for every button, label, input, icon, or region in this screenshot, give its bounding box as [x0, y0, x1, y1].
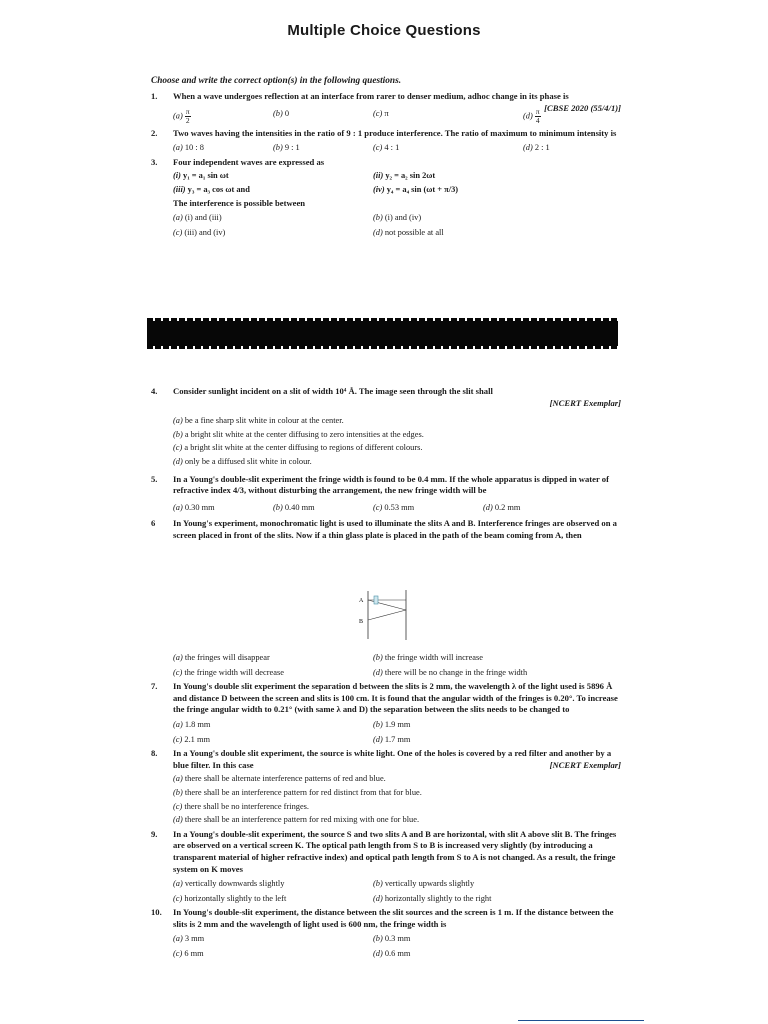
option-a[interactable]: (a) there shall be alternate interference patterns of red and blue.	[173, 774, 386, 784]
option-b[interactable]: (b) (i) and (iv)	[373, 213, 422, 223]
question-text: In Young's experiment, monochromatic light is used to illuminate the slits A and B. Interference fringes are observed on a screen placed in front of the slits. Now if a thin glass plate is placed in the path of the beam coming from A, then	[173, 518, 617, 540]
option-b[interactable]: (b) 9 : 1	[273, 143, 300, 153]
question-number: 3.	[151, 156, 158, 167]
question-text: In a Young's double-slit experiment the fringe width is found to be 0.4 mm. If the whole apparatus is dipped in water of refractive index 4/3, without disturbing the arrangement, the new fringe width will be	[173, 473, 609, 496]
question-2	[151, 128, 621, 154]
option-c[interactable]: (c) 6 mm	[173, 949, 204, 959]
fraction: $\frac{\pi}{2}$	[185, 106, 190, 125]
option-c[interactable]: (c) π	[373, 108, 389, 118]
option-a[interactable]: (a) 1.8 mm	[173, 719, 211, 729]
fraction: $\frac{\pi}{4}$	[535, 106, 540, 125]
option-c[interactable]: (c) a bright slit white at the center diffusing to regions of different colours.	[173, 443, 423, 453]
option-d[interactable]: (d) horizontally slightly to the right	[373, 893, 492, 903]
options	[173, 142, 621, 154]
question-number: 2.	[151, 127, 158, 138]
equation-iv: (iv) y₄ = a₄ sin (ωt + π/3)	[373, 184, 459, 194]
question-4	[151, 386, 621, 468]
equation-ii: (ii) y₂ = a₂ sin 2ωt	[373, 171, 436, 181]
options	[173, 773, 621, 825]
question-block-middle	[151, 386, 621, 545]
question-10	[151, 907, 621, 959]
glass-plate	[374, 596, 378, 604]
option-d[interactable]: (d) there will be no change in the fringe width	[373, 667, 528, 677]
bottom-rule	[518, 1020, 644, 1021]
option-b[interactable]: (b) 0.40 mm	[273, 502, 315, 512]
options	[173, 933, 621, 959]
question-7	[151, 681, 621, 745]
question-text: In a Young's double-slit experiment, the source S and two slits A and B are horizontal, with slit A above slit B. The fringes are observed on a vertical screen K. The optical path length from S to B is increased very slightly (by introducing a transparent material of higher refractive index) and optical path length from S to A is not changed. As a result, the fringe system on K moves	[173, 828, 617, 874]
option-b[interactable]: (b) 0	[273, 108, 290, 118]
question-6-options	[151, 652, 621, 678]
option-c[interactable]: (c) (iii) and (iv)	[173, 227, 226, 237]
options	[173, 502, 621, 514]
question-reference: [NCERT Exemplar]	[549, 759, 621, 770]
options	[173, 409, 621, 467]
question-number: 1.	[151, 91, 158, 101]
option-d[interactable]: (d) 0.2 mm	[483, 502, 521, 512]
option-d[interactable]: (d) only be a diffused slit white in colour.	[173, 456, 312, 466]
question-number: 4.	[151, 386, 158, 396]
question-9	[151, 829, 621, 905]
label-a: A	[359, 598, 364, 604]
redaction-bar	[147, 320, 618, 347]
question-reference: [NCERT Exemplar]	[549, 397, 621, 408]
option-a[interactable]: (a) $\frac{\pi}{2}$	[173, 106, 190, 125]
option-d[interactable]: (d) 0.6 mm	[373, 949, 411, 959]
option-d[interactable]: (d) not possible at all	[373, 227, 444, 237]
question-6	[151, 518, 621, 541]
option-a[interactable]: (a) vertically downwards slightly	[173, 879, 285, 889]
question-number: 5.	[151, 473, 158, 484]
question-1	[151, 91, 621, 125]
question-text: Two waves having the intensities in the ratio of 9 : 1 produce interference. The ratio of maximum to minimum intensity is	[173, 127, 617, 138]
option-a[interactable]: (a) 3 mm	[173, 934, 205, 944]
question-5	[151, 474, 621, 514]
question-number: 8.	[151, 748, 158, 759]
question-text: When a wave undergoes reflection at an interface from rarer to denser medium, adhoc change in its phase is [CBSE 2020 (55/4/1)]	[173, 91, 621, 113]
option-b[interactable]: (b) a bright slit white at the center diffusing to zero intensities at the edges.	[173, 429, 424, 439]
options	[173, 108, 544, 125]
instructions: Choose and write the correct option(s) in the following questions.	[151, 76, 402, 86]
question-text: Four independent waves are expressed as	[173, 156, 325, 167]
options	[173, 719, 621, 745]
ray-b-to-point	[368, 610, 406, 620]
option-b[interactable]: (b) vertically upwards slightly	[373, 879, 475, 889]
option-c[interactable]: (c) 4 : 1	[373, 143, 400, 153]
label-b: B	[359, 619, 364, 625]
option-a[interactable]: (a) be a fine sharp slit white in colour at the center.	[173, 416, 344, 426]
equation-i: (i) y₁ = a₁ sin ωt	[173, 171, 229, 181]
option-c[interactable]: (c) the fringe width will decrease	[173, 667, 284, 677]
question-text: In a Young's double slit experiment, the source is white light. One of the holes is covered by a red filter and another by a blue filter. In this case [NCERT Exemplar]	[173, 748, 621, 770]
option-b[interactable]: (b) the fringe width will increase	[373, 653, 483, 662]
option-b[interactable]: (b) there shall be an interference pattern for red distinct from that for blue.	[173, 787, 422, 797]
option-c[interactable]: (c) there shall be no interference fringes.	[173, 801, 310, 811]
question-number: 7.	[151, 681, 158, 692]
options	[173, 212, 621, 238]
option-d[interactable]: (d) 1.7 mm	[373, 734, 411, 744]
question-8	[151, 748, 621, 826]
question-number: 10.	[151, 907, 162, 918]
option-a[interactable]: (a) 10 : 8	[173, 143, 204, 153]
question-number: 6	[151, 518, 156, 529]
option-c[interactable]: (c) horizontally slightly to the left	[173, 893, 287, 903]
wave-equations	[173, 170, 621, 195]
option-d[interactable]: (d) there shall be an interference pattern for red mixing with one for blue.	[173, 815, 420, 825]
question-block-top	[151, 91, 621, 241]
option-b[interactable]: (b) 1.9 mm	[373, 719, 411, 729]
option-a[interactable]: (a) (i) and (iii)	[173, 213, 222, 223]
question-block-bottom	[151, 652, 621, 963]
question-3	[151, 157, 621, 239]
option-b[interactable]: (b) 0.3 mm	[373, 934, 411, 944]
question-text: Consider sunlight incident on a slit of width 10⁴ Å. The image seen through the slit shall [NCERT Exemplar]	[173, 386, 621, 408]
double-slit-diagram	[346, 590, 416, 640]
option-d[interactable]: (d) 2 : 1	[523, 143, 550, 153]
equation-iii: (iii) y₃ = a₃ cos ωt and	[173, 184, 250, 194]
question-reference: [CBSE 2020 (55/4/1)]	[544, 102, 621, 113]
option-c[interactable]: (c) 2.1 mm	[173, 734, 210, 744]
option-d[interactable]: (d) $\frac{\pi}{4}$	[523, 106, 540, 125]
question-number: 9.	[151, 828, 158, 839]
page-title: Multiple Choice Questions	[287, 22, 481, 39]
options	[173, 652, 621, 678]
question-text: In Young's double-slit experiment, the distance between the slit sources and the screen is 1 m. If the distance between the slits is 2 mm and the wavelength of light used is 600 nm, the fringe width is	[173, 907, 614, 929]
question-subtext: The interference is possible between	[173, 197, 306, 208]
option-c[interactable]: (c) 0.53 mm	[373, 502, 415, 512]
options	[173, 878, 621, 904]
option-a[interactable]: (a) the fringes will disappear	[173, 653, 270, 662]
option-a[interactable]: (a) 0.30 mm	[173, 502, 215, 512]
question-text: In Young's double slit experiment the separation d between the slits is 2 mm, the wavelength λ of the light used is 5896 Å and distance D between the screen and slits is 100 cm. It is found that the angular width of the fringes is 0.20°. To increase the fringe angular width to 0.21° (with same λ and D) the separation between the slits needs to be changed to	[173, 681, 618, 715]
